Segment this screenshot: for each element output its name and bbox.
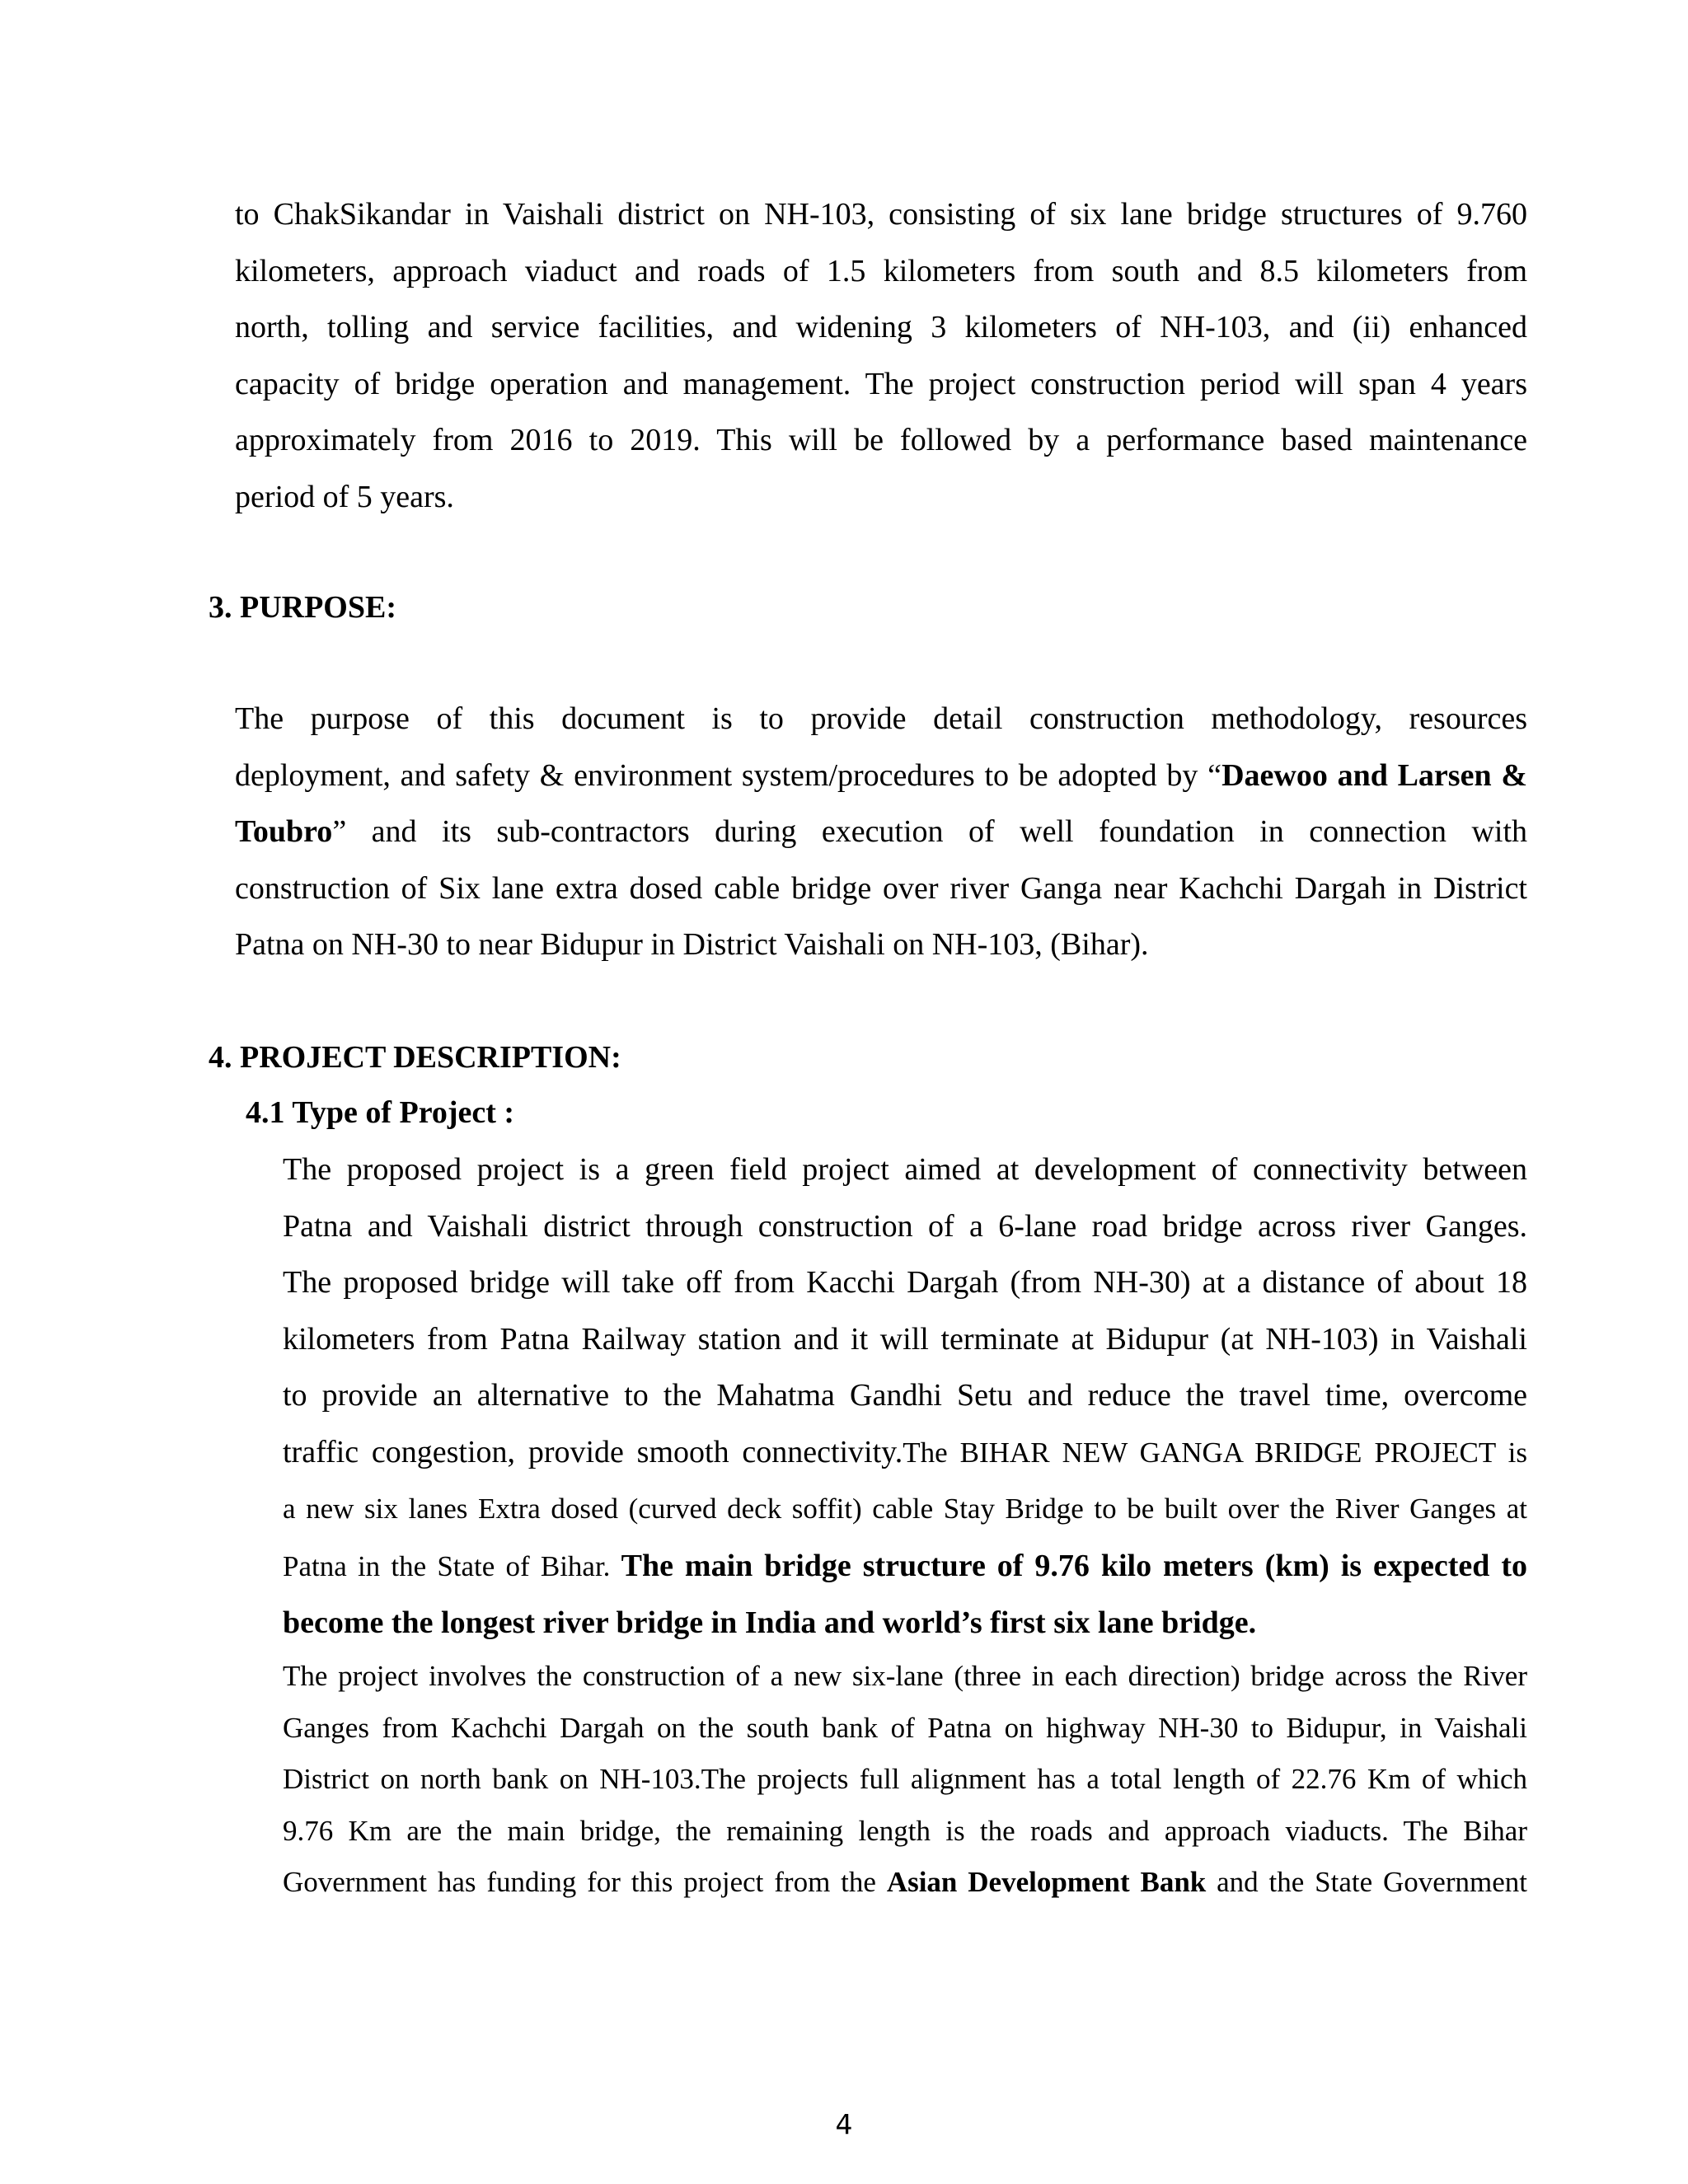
- text-line: a new six lanes Extra dosed (curved deck soffit) cable Stay Bridge to be built over the River Ganges at: [283, 1493, 1527, 1525]
- text-run: Government has funding for this project from the: [283, 1866, 887, 1898]
- text-line: The proposed bridge will take off from Kacchi Dargah (from NH-30) at a distance of about 18: [283, 1265, 1527, 1300]
- section-4-heading: 4. PROJECT DESCRIPTION:: [209, 1040, 621, 1075]
- text-line: The project involves the construction of a new six-lane (three in each direction) bridge across the River: [283, 1660, 1527, 1692]
- text-run: Patna in the State of Bihar.: [283, 1549, 621, 1582]
- text-run: deployment, and safety & environment system/procedures to be adopted by “: [235, 757, 1222, 793]
- text-line: The purpose of this document is to provide detail construction methodology, resources: [235, 701, 1527, 736]
- intro-paragraph: [235, 186, 1527, 525]
- highlight-bold: The main bridge structure of 9.76 kilo meters (km) is expected to: [621, 1548, 1527, 1583]
- text-run: and the State Government: [1206, 1866, 1527, 1898]
- company-name-bold: Toubro: [235, 814, 333, 849]
- text-line: 9.76 Km are the main bridge, the remaining length is the roads and approach viaducts. The Bihar: [283, 1814, 1527, 1847]
- highlight-bold: become the longest river bridge in India and world’s first six lane bridge.: [283, 1605, 1257, 1640]
- text-line: [283, 1857, 1527, 1909]
- text-line: capacity of bridge operation and management. The project construction period will span 4 years: [235, 366, 1527, 401]
- text-line: [283, 1424, 1527, 1482]
- text-line: north, tolling and service facilities, and widening 3 kilometers of NH-103, and (ii) enhanced: [235, 310, 1527, 344]
- text-line: period of 5 years.: [235, 479, 454, 514]
- text-line: Ganges from Kachchi Dargah on the south bank of Patna on highway NH-30 to Bidupur, in Vaishali: [283, 1711, 1527, 1744]
- text-line: Patna on NH-30 to near Bidupur in District Vaishali on NH-103, (Bihar).: [235, 927, 1149, 962]
- funding-source-bold: Asian Development Bank: [886, 1866, 1207, 1898]
- text-line: kilometers, approach viaduct and roads of 1.5 kilometers from south and 8.5 kilometers from: [235, 253, 1527, 288]
- text-run: traffic congestion, provide smooth connectivity.: [283, 1434, 903, 1469]
- text-line: to provide an alternative to the Mahatma Gandhi Setu and reduce the travel time, overcome: [283, 1378, 1527, 1413]
- text-line: [283, 1595, 1527, 1652]
- text-line: approximately from 2016 to 2019. This will be followed by a performance based maintenance: [235, 423, 1527, 457]
- purpose-paragraph: [235, 691, 1527, 973]
- page-number: 4: [835, 2108, 853, 2140]
- text-line: Patna and Vaishali district through construction of a 6-lane road bridge across river Ganges.: [283, 1208, 1527, 1244]
- text-line: construction of Six lane extra dosed cable bridge over river Ganga near Kachchi Dargah in District: [235, 870, 1527, 906]
- project-type-paragraph: [283, 1141, 1527, 1652]
- text-run: The BIHAR NEW GANGA BRIDGE PROJECT is: [903, 1436, 1527, 1469]
- text-line: to ChakSikandar in Vaishali district on NH-103, consisting of six lane bridge structures of 9.760: [235, 197, 1527, 232]
- text-line: [235, 804, 1527, 860]
- text-line: [235, 748, 1527, 804]
- text-line: [283, 1538, 1527, 1596]
- text-line: kilometers from Patna Railway station and it will terminate at Bidupur (at NH-103) in Vaishali: [283, 1321, 1527, 1357]
- text-line: District on north bank on NH-103.The projects full alignment has a total length of 22.76 Km of which: [283, 1763, 1527, 1795]
- project-details-paragraph: [283, 1651, 1527, 1909]
- section-3-heading: 3. PURPOSE:: [209, 590, 396, 625]
- text-line: The proposed project is a green field project aimed at development of connectivity between: [283, 1152, 1527, 1187]
- text-run: ” and its sub-contractors during execution of well foundation in connection with: [332, 814, 1527, 849]
- subsection-4-1-heading: 4.1 Type of Project :: [246, 1095, 515, 1130]
- company-name-bold: Daewoo and Larsen &: [1221, 757, 1527, 793]
